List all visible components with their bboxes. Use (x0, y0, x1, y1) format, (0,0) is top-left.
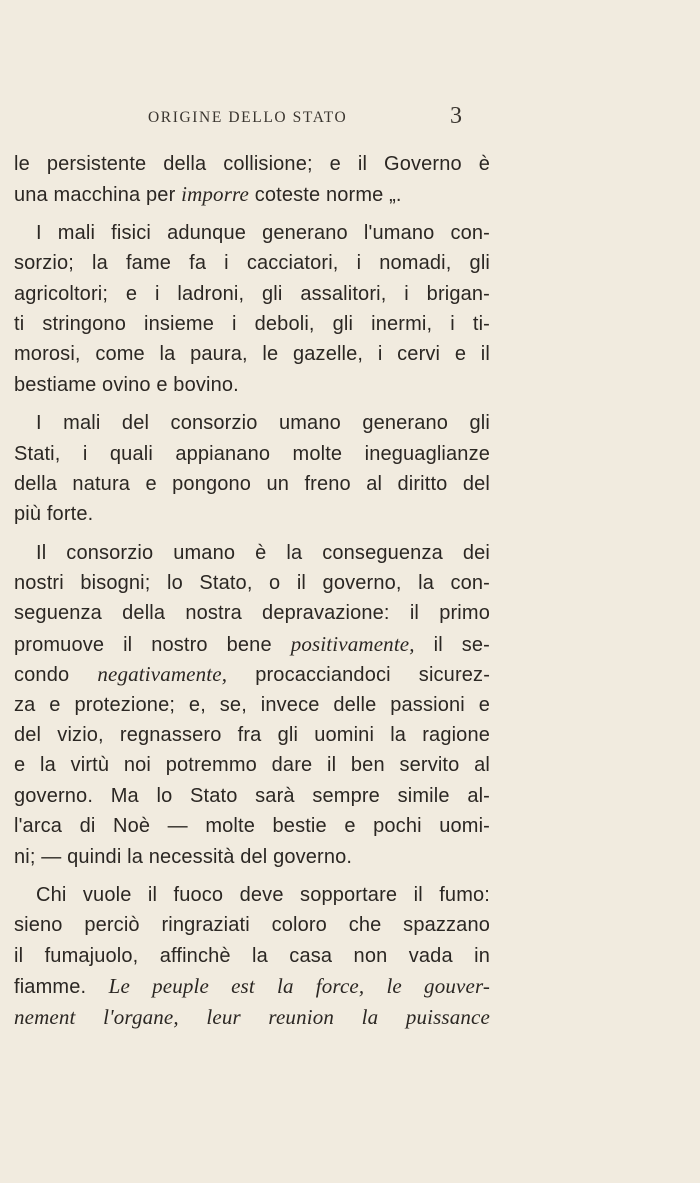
running-title: ORIGINE DELLO STATO (148, 109, 348, 126)
text-run: za e protezione; e, se, invece delle passioni e (14, 693, 490, 716)
text-line (14, 179, 490, 209)
text-run: promuove il nostro bene (14, 633, 291, 656)
text-run: condo (14, 664, 98, 687)
paragraph (14, 538, 490, 872)
italic-text: Le peuple est la force, le gouver- (108, 974, 490, 999)
body-text (14, 149, 490, 1032)
text-line (14, 218, 490, 248)
page-header (148, 103, 468, 133)
text-line (14, 248, 490, 278)
text-run: ni; — quindi la necessità del governo. (14, 845, 353, 868)
text-line (14, 309, 490, 339)
page-number: 3 (450, 103, 462, 129)
text-run: governo. Ma lo Stato sarà sempre simile al- (14, 784, 490, 807)
text-run: della natura e pongono un freno al diritto del (14, 472, 490, 495)
text-line (14, 910, 490, 940)
text-run: il fumajuolo, affinchè la casa non vada in (14, 944, 490, 967)
text-run: agricoltori; e i ladroni, gli assalitori, i brigan- (14, 282, 490, 305)
text-run: fiamme. (14, 976, 109, 999)
text-line (14, 538, 490, 568)
text-run: Chi vuole il fuoco deve sopportare il fumo: (36, 883, 490, 906)
text-line (14, 781, 490, 811)
text-line (14, 149, 490, 179)
paragraph (14, 149, 490, 210)
text-run: I mali del consorzio umano generano gli (36, 412, 490, 435)
text-run: Stati, i quali appianano molte ineguaglianze (14, 442, 490, 465)
text-run: Il consorzio umano è la conseguenza dei (36, 541, 490, 564)
text-line (14, 629, 490, 659)
text-run: sorzio; la fame fa i cacciatori, i nomadi, gli (14, 252, 490, 275)
text-run: più forte. (14, 503, 94, 526)
paragraph (14, 218, 490, 400)
text-run: nostri bisogni; lo Stato, o il governo, la con- (14, 572, 490, 595)
text-line (14, 598, 490, 628)
paragraph (14, 880, 490, 1032)
text-line (14, 842, 490, 872)
italic-text: negativamente, (97, 662, 228, 687)
text-run: una macchina per (14, 184, 182, 207)
italic-text: positivamente, (290, 631, 415, 656)
text-run: coteste norme „. (249, 184, 402, 207)
text-run: l'arca di Noè — molte bestie e pochi uomi- (14, 815, 490, 838)
text-run: I mali fisici adunque generano l'umano con- (36, 221, 490, 244)
text-line (14, 499, 490, 529)
text-run: ti stringono insieme i deboli, gli inermi, i ti- (14, 312, 490, 335)
text-run: le persistente della collisione; e il Governo è (14, 153, 490, 175)
paragraph (14, 408, 490, 530)
text-line (14, 690, 490, 720)
text-line (14, 971, 490, 1001)
text-line (14, 408, 490, 438)
text-run: seguenza della nostra depravazione: il primo (14, 602, 490, 625)
text-run: bestiame ovino e bovino. (14, 373, 239, 396)
text-line (14, 370, 490, 400)
text-run: morosi, come la paura, le gazelle, i cervi e il (14, 343, 490, 366)
text-run: il se- (414, 633, 490, 656)
italic-text: nement l'organe, leur reunion la puissance (14, 1004, 490, 1029)
text-line (14, 279, 490, 309)
text-line (14, 750, 490, 780)
text-line (14, 880, 490, 910)
text-run: sieno perciò ringraziati coloro che spazzano (14, 914, 490, 937)
text-line (14, 469, 490, 499)
text-line (14, 339, 490, 369)
italic-text: imporre (181, 182, 250, 207)
text-line (14, 568, 490, 598)
text-line (14, 439, 490, 469)
text-run: e la virtù noi potremmo dare il ben servito al (14, 754, 490, 777)
text-run: del vizio, regnassero fra gli uomini la ragione (14, 724, 490, 747)
text-line (14, 659, 490, 689)
text-line (14, 720, 490, 750)
text-run: procacciandoci sicurez- (227, 664, 491, 687)
text-line (14, 811, 490, 841)
text-line (14, 941, 490, 971)
text-line (14, 1002, 490, 1032)
